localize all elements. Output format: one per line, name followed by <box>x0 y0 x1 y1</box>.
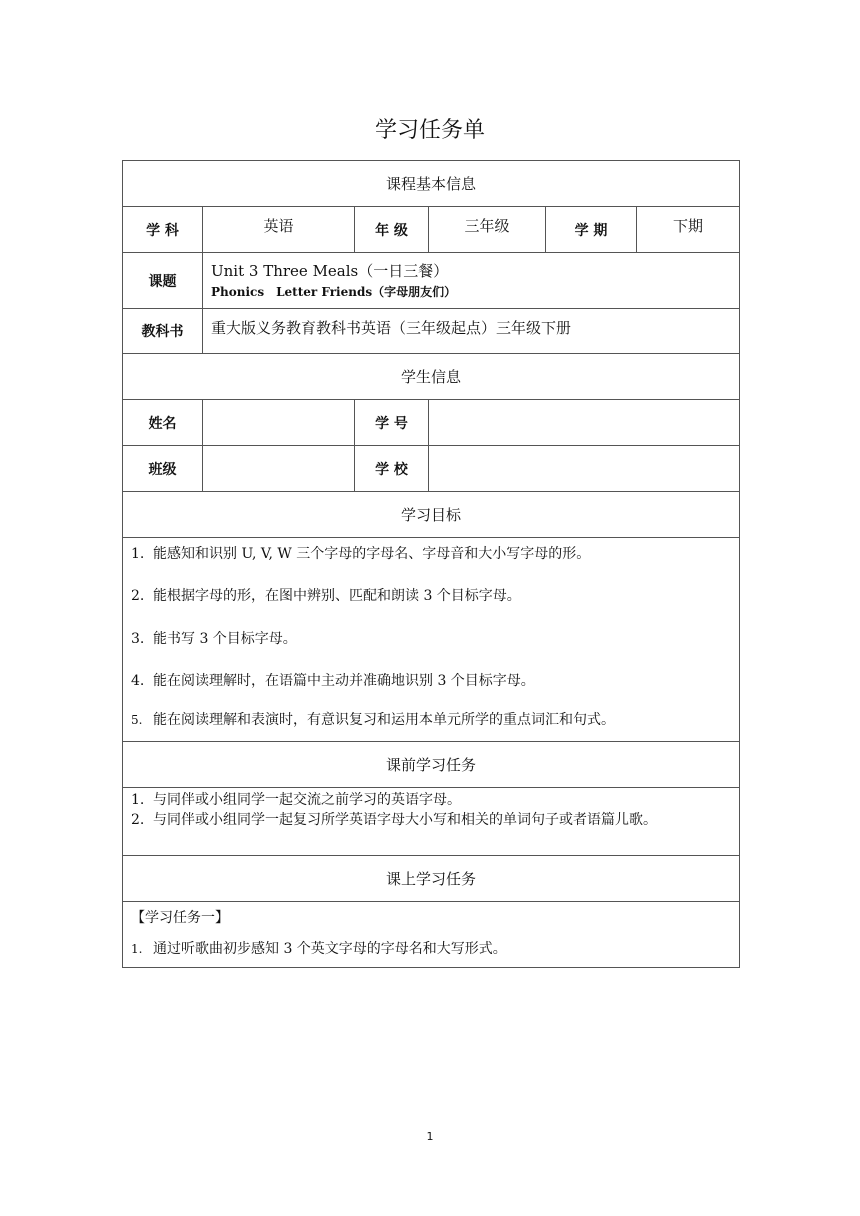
goal-item: 2. 能根据字母的形，在图中辨别、匹配和朗读 3 个目标字母。 <box>131 588 521 604</box>
pre-class-item: 2. 与同伴或小组同学一起复习所学英语字母大小写和相关的单词句子或者语篇儿歌。 <box>131 812 657 828</box>
pre-class-item: 1. 与同伴或小组同学一起交流之前学习的英语字母。 <box>131 792 461 808</box>
task-item: 1. 通过听歌曲初步感知 3 个英文字母的字母名和大写形式。 <box>131 941 507 957</box>
in-class-header: 课上学习任务 <box>123 856 740 902</box>
class-label: 班级 <box>123 446 203 492</box>
term-label: 学 期 <box>546 207 637 253</box>
task-title: 【学习任务一】 <box>131 910 229 926</box>
grade-label: 年 级 <box>355 207 429 253</box>
task-sheet-table <box>122 160 740 968</box>
student-id-field[interactable] <box>429 400 740 446</box>
school-field[interactable] <box>429 446 740 492</box>
school-label: 学 校 <box>355 446 429 492</box>
goal-item: 4. 能在阅读理解时，在语篇中主动并准确地识别 3 个目标字母。 <box>131 673 535 689</box>
topic-line-2: Phonics Letter Friends（字母朋友们） <box>211 284 457 299</box>
page-title: 学习任务单 <box>374 118 485 143</box>
topic-value <box>203 253 740 309</box>
student-id-label: 学 号 <box>355 400 429 446</box>
textbook-value: 重大版义务教育教科书英语（三年级起点）三年级下册 <box>203 309 740 354</box>
course-info-header: 课程基本信息 <box>123 161 740 207</box>
term-value: 下期 <box>637 207 740 253</box>
page-number: 1 <box>426 1130 434 1143</box>
name-label: 姓名 <box>123 400 203 446</box>
topic-line-1: Unit 3 Three Meals（一日三餐） <box>211 261 449 280</box>
goals-header: 学习目标 <box>123 492 740 538</box>
student-info-header: 学生信息 <box>123 354 740 400</box>
topic-label: 课题 <box>123 253 203 309</box>
subject-value: 英语 <box>203 207 355 253</box>
textbook-label: 教科书 <box>123 309 203 354</box>
in-class-tasks <box>123 902 740 968</box>
subject-label: 学 科 <box>123 207 203 253</box>
goal-item: 1. 能感知和识别 U, V, W 三个字母的字母名、字母音和大小写字母的形。 <box>131 546 591 562</box>
goal-item: 3. 能书写 3 个目标字母。 <box>131 631 297 647</box>
grade-value: 三年级 <box>429 207 546 253</box>
name-field[interactable] <box>203 400 355 446</box>
goals-list <box>123 538 740 742</box>
goal-item: 5. 能在阅读理解和表演时，有意识复习和运用本单元所学的重点词汇和句式。 <box>131 712 615 728</box>
pre-class-header: 课前学习任务 <box>123 742 740 788</box>
class-field[interactable] <box>203 446 355 492</box>
pre-class-list <box>123 788 740 856</box>
